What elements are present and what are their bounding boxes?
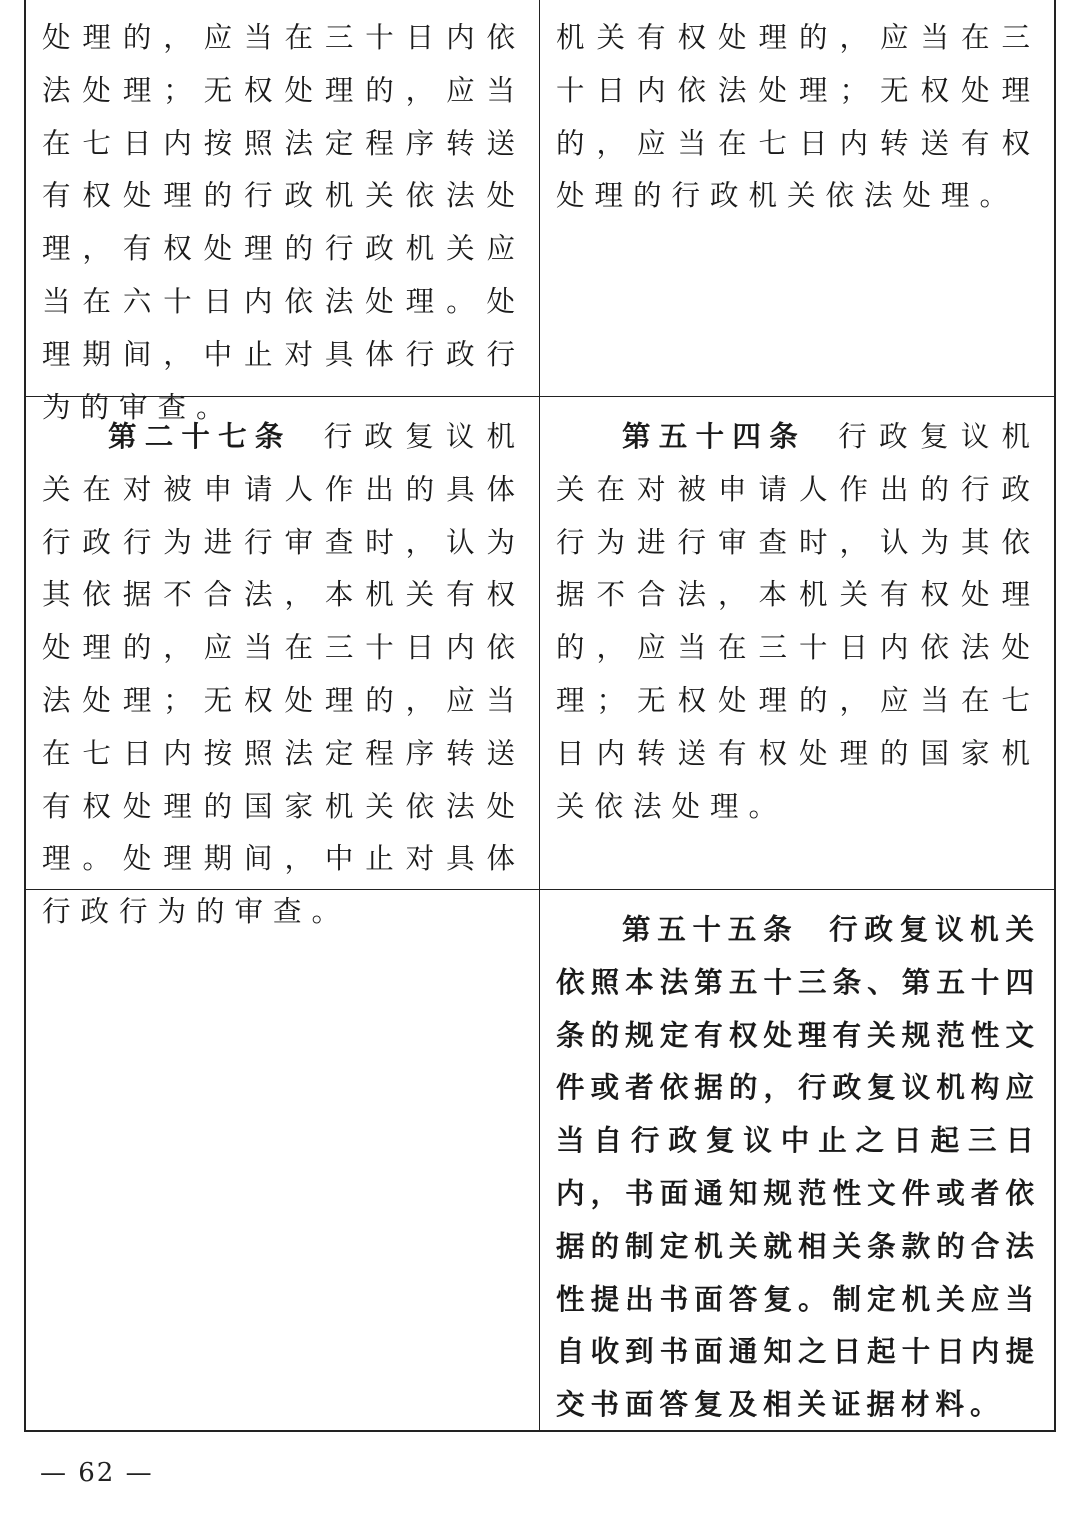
table-row bbox=[26, 0, 1054, 424]
page-number: — 62 — bbox=[40, 1458, 154, 1488]
new-law-cell bbox=[540, 397, 1054, 889]
new-law-text: 机关有权处理的，应当在三十日内依法处理；无权处理的，应当在七日内转送有权处理的行政机关依法处理。 bbox=[556, 21, 1040, 213]
new-law-cell bbox=[540, 0, 1054, 396]
table-row bbox=[26, 396, 1054, 929]
comparison-table bbox=[24, 0, 1056, 1432]
old-law-text: 处理的，应当在三十日内依法处理；无权处理的，应当在七日内按照法定程序转送有权处理的行政机关依法处理，有权处理的行政机关应当在六十日内依法处理。处理期间，中止对具体行政行为的审查。 bbox=[42, 21, 525, 424]
new-article-number: 第五十五条 bbox=[622, 913, 799, 946]
new-law-cell bbox=[540, 890, 1054, 1430]
old-article-number: 第二十七条 bbox=[108, 420, 292, 453]
old-law-cell bbox=[26, 397, 540, 929]
old-law-text: 行政复议机关在对被申请人作出的具体行政行为进行审查时，认为其依据不合法，本机关有权处理的，应当在三十日内依法处理；无权处理的，应当在七日内按照法定程序转送有权处理的国家机关依法处理。处理期间，中止对具体行政行为的审查。 bbox=[42, 420, 525, 929]
new-law-text: 行政复议机关依照本法第五十三条、第五十四条的规定有权处理有关规范性文件或者依据的，行政复议机构应当自行政复议中止之日起三日内，书面通知规范性文件或者依据的制定机关就相关条款的合法性提出书面答复。制定机关应当自收到书面通知之日起十日内提交书面答复及相关证据材料。 bbox=[556, 913, 1040, 1422]
table-row bbox=[26, 889, 1054, 1430]
old-law-cell bbox=[26, 0, 540, 424]
new-article-number: 第五十四条 bbox=[622, 420, 806, 453]
old-law-cell-empty bbox=[26, 890, 540, 1430]
new-law-text: 行政复议机关在对被申请人作出的行政行为进行审查时，认为其依据不合法，本机关有权处理的，应当在三十日内依法处理；无权处理的，应当在七日内转送有权处理的国家机关依法处理。 bbox=[556, 420, 1040, 823]
